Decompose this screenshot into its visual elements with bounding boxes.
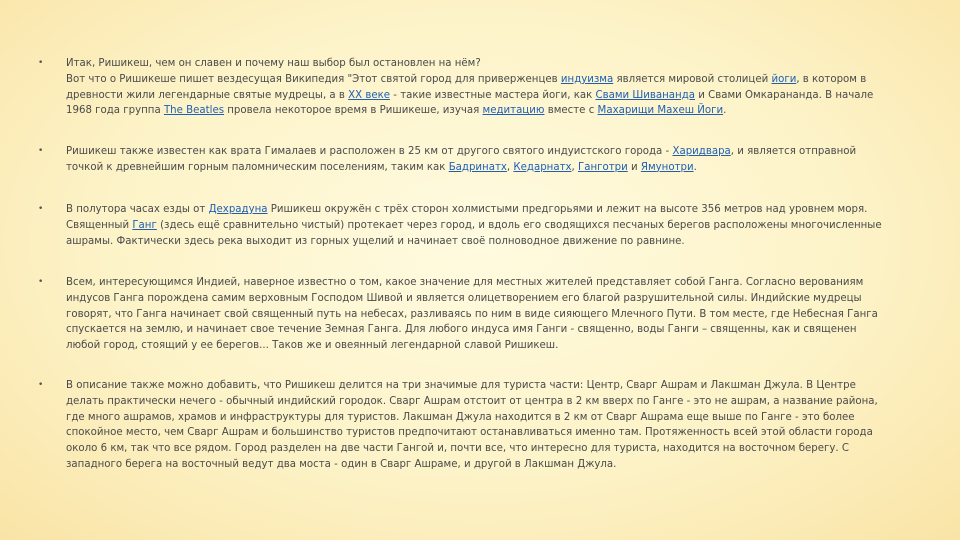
- text-run: , и является отправной точкой к древнейшим горным паломническим поселениям, таким как: [66, 146, 857, 173]
- bullet-marker: •: [38, 277, 44, 287]
- wiki-link[interactable]: йоги: [771, 73, 797, 85]
- bullet-item: [38, 378, 886, 473]
- bullet-item: [38, 202, 886, 249]
- text-run: В полутора часах езды от: [66, 204, 209, 215]
- text-run: Ришикеш также известен как врата Гималаев и расположен в 25 км от другого святого индуистского города -: [66, 146, 673, 157]
- paragraph-text: [66, 202, 886, 249]
- paragraph-text: [66, 378, 886, 473]
- text-run: Ришикеш окружён с трёх сторон холмистыми предгорьями и лежит на высоте 356 метров над уровнем моря. Священный: [66, 204, 868, 231]
- wiki-link[interactable]: Свами Шивананда: [595, 89, 696, 101]
- text-run: и Свами Омкарананда. В начале 1968 года группа: [66, 89, 874, 117]
- wiki-link[interactable]: Кедарнатх: [513, 161, 572, 173]
- text-run: Вот что о Ришикеше пишет вездесущая Википедия "Этот святой город для приверженцев: [66, 73, 561, 85]
- wiki-link[interactable]: Ямунотри: [640, 161, 694, 173]
- text-run: и: [627, 161, 641, 173]
- text-run: В описание также можно добавить, что Ришикеш делится на три значимые для туриста части: Центр, Сварг Ашрам и Лакшман Джула. В Центре делать практически нечего - обычный индийский городок. Сварг Ашрам отстоит от центра в 2 км вверх по Ганге - это не ашрам, а название района, где много ашрамов, храмов и инфраструктуры для туристов. Лакшман Джула находится в 2 км от Сварг Ашрама еще выше по Ганге - это более спокойное место, чем Сварг Ашрам и большинство туристов предпочитают останавливаться именно там. Протяженность всей этой области города около 6 км, так что все рядом. Город разделен на две части Гангой и, почти все, что интересно для туриста, находится на восточном берегу. С западного берега на восточный ведут два моста - один в Сварг Ашраме, и другой в Лакшман Джула.: [66, 380, 878, 470]
- bullet-marker: •: [38, 146, 44, 156]
- bullet-marker: •: [38, 58, 44, 68]
- wiki-link[interactable]: XX веке: [348, 89, 391, 101]
- paragraph-text: [66, 56, 886, 119]
- bullet-marker: •: [38, 204, 44, 214]
- paragraph-text: [66, 144, 886, 176]
- text-run: ,: [571, 161, 579, 173]
- wiki-link[interactable]: Ганготри: [578, 161, 628, 173]
- text-run: .: [693, 161, 697, 173]
- bullet-item: [38, 56, 886, 119]
- wiki-link[interactable]: медитацию: [482, 105, 545, 117]
- text-run: - такие известные мастера йоги, как: [390, 89, 596, 101]
- bullet-marker: •: [38, 380, 44, 390]
- wiki-link[interactable]: Дехрадуна: [208, 204, 268, 215]
- bullet-item: [38, 275, 886, 354]
- text-run: (здесь ещё сравнительно чистый) протекает через город, и вдоль его сводящихся песчаных берегов расположены многочисленные ашрамы. Фактически здесь река выходит из горных ущелий и начинает своё полноводное движение по равнине.: [66, 219, 882, 247]
- wiki-link[interactable]: индуизма: [560, 73, 614, 85]
- wiki-link[interactable]: Ганг: [132, 219, 157, 231]
- text-run: , в котором в древности жили легендарные святые мудрецы, а в: [66, 73, 867, 101]
- text-run: является мировой столицей: [613, 73, 772, 85]
- text-run: .: [723, 105, 727, 117]
- wiki-link[interactable]: Бадринатх: [448, 161, 507, 173]
- paragraph-text: [66, 275, 886, 354]
- text-run: провела некоторое время в Ришикеше, изучая: [224, 105, 483, 117]
- bullet-item: [38, 144, 886, 176]
- text-run: вместе с: [544, 105, 598, 117]
- wiki-link[interactable]: Махарищи Махеш Йоги: [597, 105, 724, 117]
- text-run: ,: [506, 161, 514, 173]
- wiki-link[interactable]: Харидвара: [672, 146, 731, 157]
- wiki-link[interactable]: The Beatles: [163, 105, 225, 117]
- text-run: Итак, Ришикеш, чем он славен и почему наш выбор был остановлен на нём?: [66, 58, 481, 69]
- text-run: Всем, интересующимся Индией, наверное известно о том, какое значение для местных жителей представляет собой Ганга. Согласно верованиям индусов Ганга порождена самим верховным Господом Шивой и является олицетворением его благой разрушительной силы. Индийские мудрецы говорят, что Ганга начинает свой священный путь на небесах, разливаясь по ним в виде сияющего Млечного Пути. В том месте, где Небесная Ганга спускается на землю, и начинает свое течение Земная Ганга. Для любого индуса имя Ганги - священно, воды Ганги – священны, как и священен любой город, стоящий у ее берегов... Таков же и овеянный легендарной славой Ришикеш.: [66, 277, 878, 352]
